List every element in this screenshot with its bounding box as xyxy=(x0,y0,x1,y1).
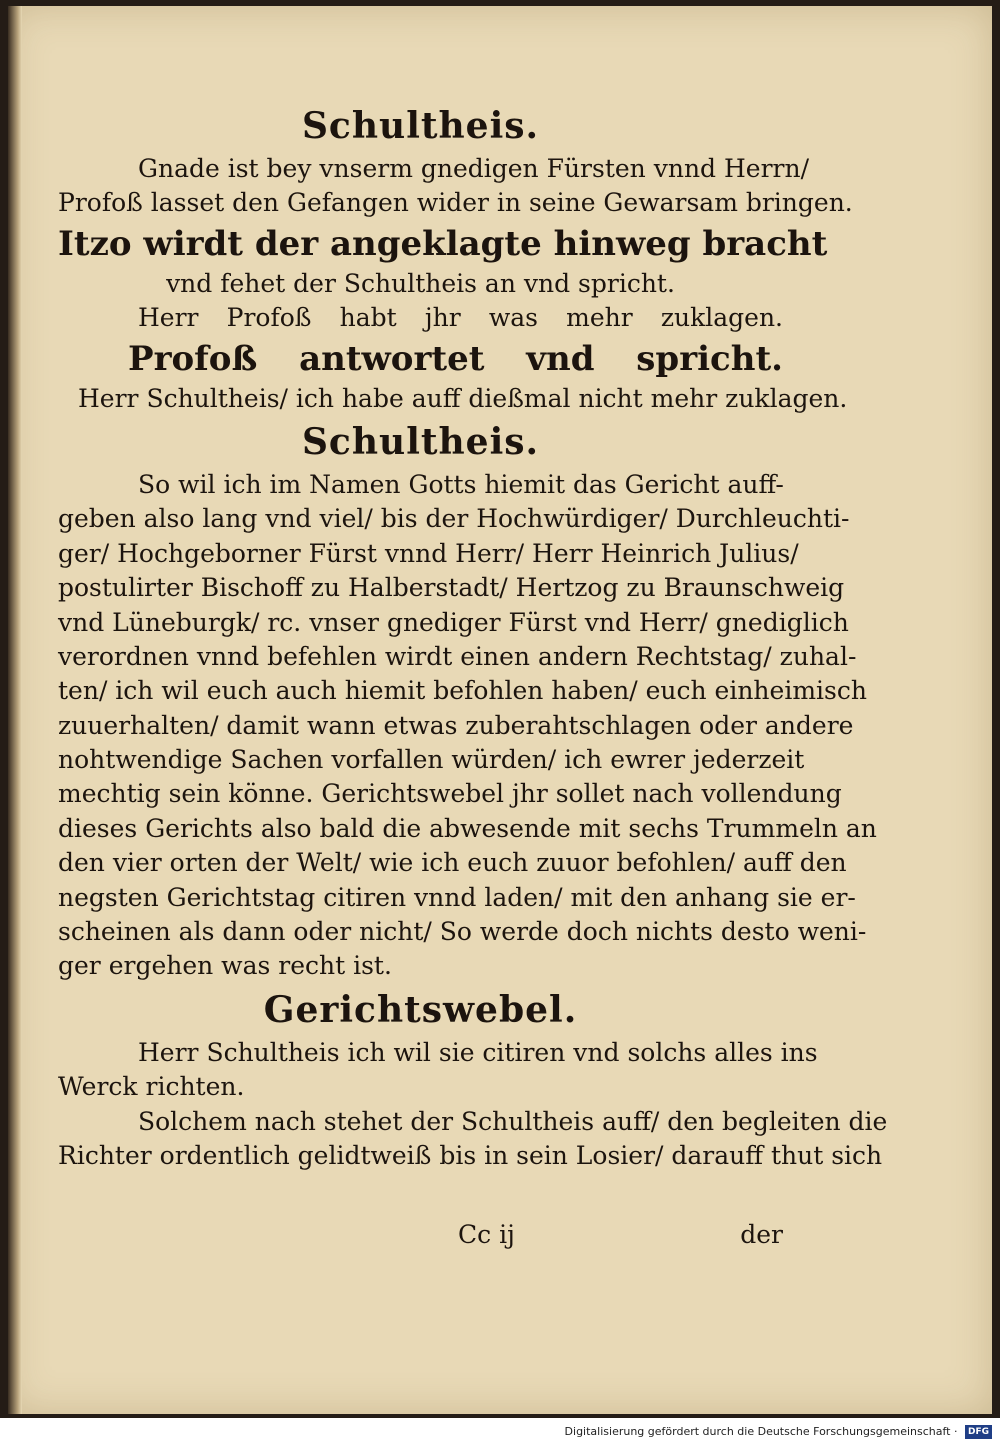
signature-mark: Cc ij xyxy=(458,1220,515,1249)
text-line: verordnen vnnd befehlen wirdt einen andern Rechtstag/ zuhal- xyxy=(58,641,857,671)
text-line: vnd Lüneburgk/ rc. vnser gnediger Fürst vnd Herr/ gnediglich xyxy=(58,607,849,637)
text-line: ger ergehen was recht ist. xyxy=(58,951,392,981)
credit-text: Digitalisierung gefördert durch die Deutsche Forschungsgemeinschaft xyxy=(564,1425,951,1438)
text-line: ten/ ich wil euch auch hiemit befohlen haben/ euch einheimisch xyxy=(58,676,867,706)
text-line: geben also lang vnd viel/ bis der Hochwürdiger/ Durchleuchti- xyxy=(58,504,850,534)
text-line: scheinen als dann oder nicht/ So werde doch nichts desto weni- xyxy=(58,917,867,947)
text-line: Richter ordentlich gelidtweiß bis in sein Losier/ darauff thut sich xyxy=(58,1140,883,1170)
text-line: den vier orten der Welt/ wie ich euch zuuor befohlen/ auff den xyxy=(58,848,847,878)
page-text xyxy=(58,100,888,1173)
text-line: dieses Gerichts also bald die abwesende mit sechs Trummeln an xyxy=(58,813,877,843)
text-line: nohtwendige Sachen vorfallen würden/ ich ewrer jederzeit xyxy=(58,745,805,775)
text-line: vnd fehet der Schultheis an vnd spricht. xyxy=(166,268,675,298)
text-line: Itzo wirdt der angeklagte hinweg bracht xyxy=(58,223,828,264)
speaker-heading: Schultheis. xyxy=(301,420,540,463)
text-line: Profoß antwortet vnd spricht. xyxy=(128,338,783,379)
text-line: Herr Profoß habt jhr was mehr zuklagen. xyxy=(138,303,783,333)
speaker-heading: Schultheis. xyxy=(301,105,540,147)
text-line: So wil ich im Namen Gotts hiemit das Gericht auff- xyxy=(138,469,784,499)
digitization-credit: Digitalisierung gefördert durch die Deutsche Forschungsgemeinschaft · DFG xyxy=(0,1420,1000,1444)
text-line: Herr Schultheis ich wil sie citiren vnd solchs alles ins xyxy=(138,1037,818,1067)
text-line: postulirter Bischoff zu Halberstadt/ Hertzog zu Braunschweig xyxy=(58,573,845,603)
page-footer-line xyxy=(58,1220,783,1254)
speaker-heading: Gerichtswebel. xyxy=(263,988,578,1031)
text-line: ger/ Hochgeborner Fürst vnnd Herr/ Herr Heinrich Julius/ xyxy=(58,538,799,568)
text-line: negsten Gerichtstag citiren vnnd laden/ mit den anhang sie er- xyxy=(58,882,856,912)
text-line: Profoß lasset den Gefangen wider in seine Gewarsam bringen. xyxy=(58,188,853,218)
page-gutter xyxy=(8,6,22,1414)
text-line: Solchem nach stehet der Schultheis auff/ den begleiten die xyxy=(138,1106,888,1136)
text-line: zuuerhalten/ damit wann etwas zuberahtschlagen oder andere xyxy=(58,710,854,740)
text-line: Werck richten. xyxy=(58,1072,245,1102)
dfg-logo: DFG xyxy=(965,1425,992,1439)
text-line: mechtig sein könne. Gerichtswebel jhr sollet nach vollendung xyxy=(58,779,842,809)
catchword: der xyxy=(740,1220,783,1249)
text-line: Herr Schultheis/ ich habe auff dießmal nicht mehr zuklagen. xyxy=(78,383,848,413)
text-line: Gnade ist bey vnserm gnedigen Fürsten vnnd Herrn/ xyxy=(138,154,810,183)
